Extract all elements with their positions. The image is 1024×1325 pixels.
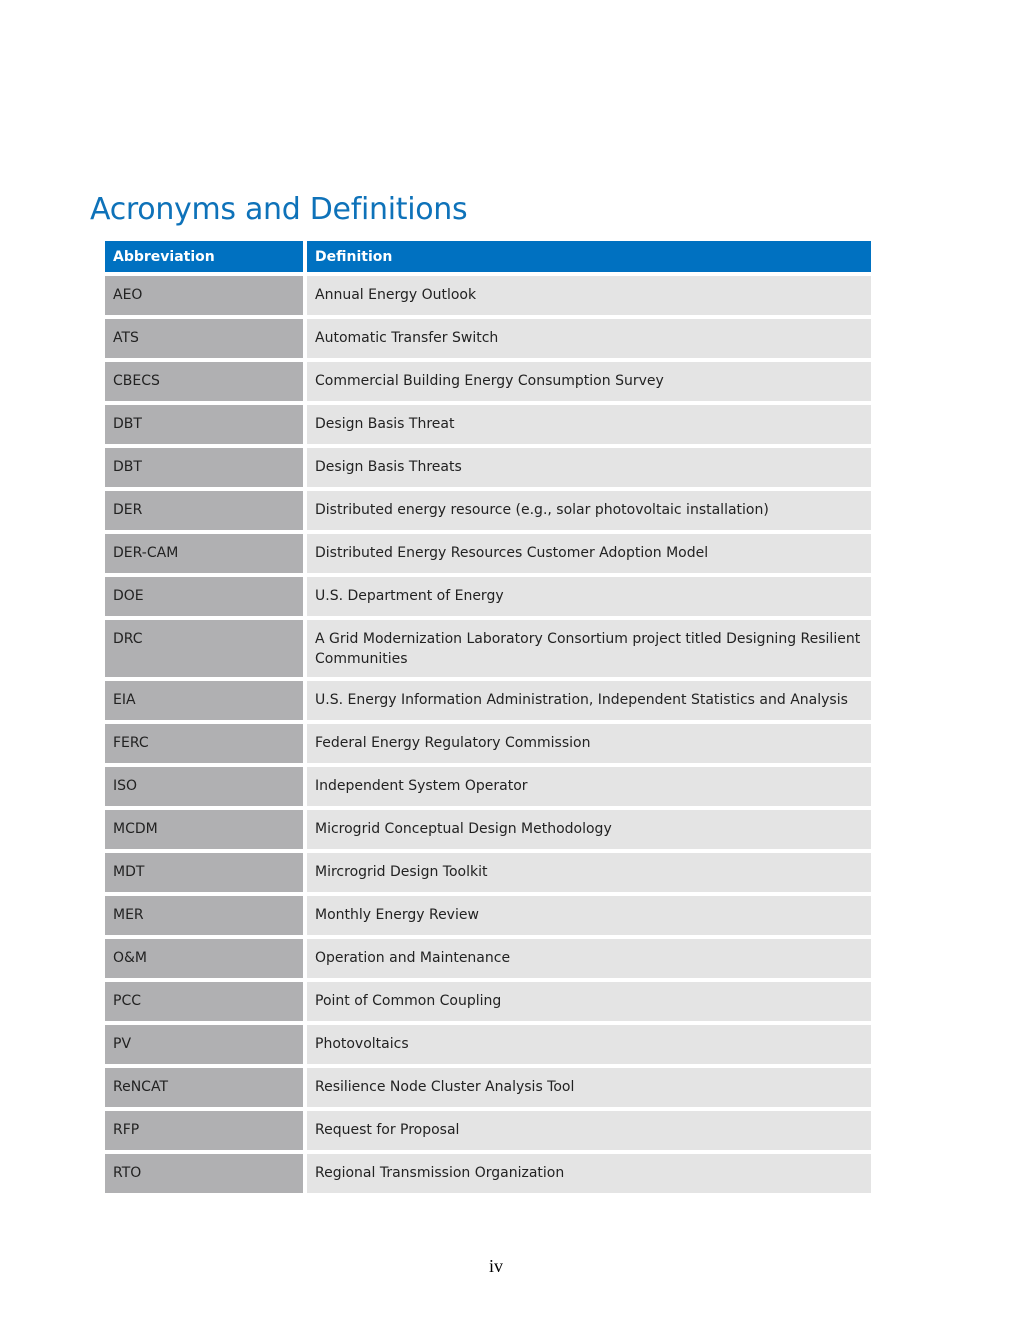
table-row	[105, 1025, 871, 1064]
definition-cell: Operation and Maintenance	[307, 939, 871, 978]
table-header-row	[105, 241, 871, 272]
abbreviation-cell: ReNCAT	[105, 1068, 303, 1107]
acronym-table	[101, 237, 875, 1197]
definition-column-header: Definition	[307, 241, 871, 272]
abbreviation-cell: PV	[105, 1025, 303, 1064]
definition-cell: Distributed energy resource (e.g., solar photovoltaic installation)	[307, 491, 871, 530]
table-row	[105, 1154, 871, 1193]
definition-cell: Regional Transmission Organization	[307, 1154, 871, 1193]
abbreviation-cell: DBT	[105, 448, 303, 487]
definition-cell: Annual Energy Outlook	[307, 276, 871, 315]
table-row	[105, 362, 871, 401]
table-row	[105, 767, 871, 806]
definition-cell: Point of Common Coupling	[307, 982, 871, 1021]
abbreviation-cell: ATS	[105, 319, 303, 358]
table-row	[105, 620, 871, 677]
abbreviation-cell: FERC	[105, 724, 303, 763]
abbreviation-cell: CBECS	[105, 362, 303, 401]
page-number: iv	[488, 1256, 503, 1276]
table-row	[105, 681, 871, 720]
abbreviation-cell: DOE	[105, 577, 303, 616]
abbreviation-cell: PCC	[105, 982, 303, 1021]
definition-cell: Federal Energy Regulatory Commission	[307, 724, 871, 763]
table-row	[105, 896, 871, 935]
page-title: Acronyms and Definitions	[90, 192, 468, 227]
table-row	[105, 724, 871, 763]
abbreviation-column-header: Abbreviation	[105, 241, 303, 272]
abbreviation-cell: DER	[105, 491, 303, 530]
abbreviation-cell: MER	[105, 896, 303, 935]
table-row	[105, 491, 871, 530]
abbreviation-cell: O&M	[105, 939, 303, 978]
definition-cell: Microgrid Conceptual Design Methodology	[307, 810, 871, 849]
acronym-rows	[105, 276, 871, 1193]
definition-cell: Monthly Energy Review	[307, 896, 871, 935]
definition-cell: Mircrogrid Design Toolkit	[307, 853, 871, 892]
abbreviation-cell: MCDM	[105, 810, 303, 849]
table-row	[105, 534, 871, 573]
abbreviation-cell: AEO	[105, 276, 303, 315]
abbreviation-cell: DBT	[105, 405, 303, 444]
definition-cell: U.S. Energy Information Administration, Independent Statistics and Analysis	[307, 681, 871, 720]
abbreviation-cell: MDT	[105, 853, 303, 892]
table-row	[105, 853, 871, 892]
definition-cell: Design Basis Threats	[307, 448, 871, 487]
abbreviation-cell: DER-CAM	[105, 534, 303, 573]
abbreviation-cell: DRC	[105, 620, 303, 677]
table-row	[105, 939, 871, 978]
definition-cell: Commercial Building Energy Consumption Survey	[307, 362, 871, 401]
table-row	[105, 405, 871, 444]
abbreviation-cell: ISO	[105, 767, 303, 806]
definition-cell: Design Basis Threat	[307, 405, 871, 444]
table-row	[105, 982, 871, 1021]
table-row	[105, 810, 871, 849]
definition-cell: A Grid Modernization Laboratory Consortium project titled Designing Resilient Communities	[307, 620, 871, 677]
abbreviation-cell: RFP	[105, 1111, 303, 1150]
definition-cell: Distributed Energy Resources Customer Adoption Model	[307, 534, 871, 573]
table-row	[105, 448, 871, 487]
definition-cell: U.S. Department of Energy	[307, 577, 871, 616]
definition-cell: Independent System Operator	[307, 767, 871, 806]
table-row	[105, 1111, 871, 1150]
definition-cell: Automatic Transfer Switch	[307, 319, 871, 358]
table-row	[105, 276, 871, 315]
definition-cell: Resilience Node Cluster Analysis Tool	[307, 1068, 871, 1107]
definition-cell: Photovoltaics	[307, 1025, 871, 1064]
table-row	[105, 319, 871, 358]
table-row	[105, 1068, 871, 1107]
definition-cell: Request for Proposal	[307, 1111, 871, 1150]
abbreviation-cell: RTO	[105, 1154, 303, 1193]
table-row	[105, 577, 871, 616]
abbreviation-cell: EIA	[105, 681, 303, 720]
